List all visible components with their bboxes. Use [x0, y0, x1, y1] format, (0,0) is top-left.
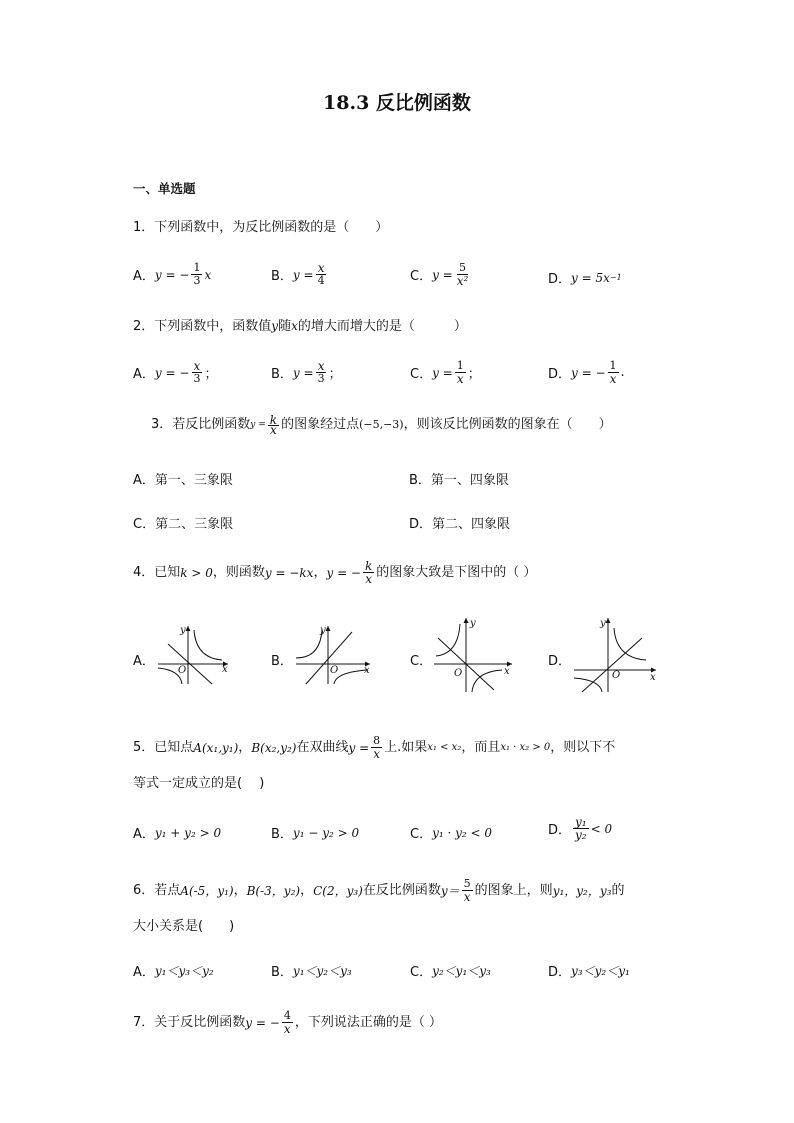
option-label: B． — [271, 965, 293, 980]
q6-option-a — [133, 961, 214, 980]
linear-graph — [582, 638, 642, 692]
math-lhs: y = — [250, 420, 266, 430]
y-arrow — [606, 618, 611, 623]
origin-label: O — [330, 665, 339, 676]
condition-1: x₁ < x₂ — [427, 741, 462, 753]
point-b: B(x₂,y₂) — [251, 740, 297, 755]
origin-label: O — [178, 665, 187, 676]
option-label: D． — [548, 823, 572, 838]
axis-x-label: x — [364, 665, 370, 676]
q3-option-b: B．第一、四象限 — [409, 473, 509, 488]
math-lhs: y＝ — [440, 883, 460, 898]
q1-option-d — [548, 268, 622, 287]
option-label: C． — [410, 965, 433, 980]
page-title: 18.3 反比例函数 — [323, 92, 471, 114]
numerator: 8 — [373, 734, 381, 747]
q1-option-c — [410, 262, 472, 287]
stem-text: 的图象大致是下图中的（ ） — [376, 564, 537, 580]
stem-text: 的图象经过点 — [281, 417, 360, 432]
y-arrow — [326, 626, 331, 631]
option-label: A． — [133, 827, 155, 842]
q6-option-d — [548, 961, 630, 980]
option-label: C． — [410, 827, 433, 842]
option-label: A． — [133, 269, 155, 284]
question-4-stem — [133, 560, 536, 585]
fraction — [371, 735, 382, 760]
stem-text: ， — [233, 882, 247, 898]
variables: y₁，y₂，y₃ — [552, 883, 612, 898]
hyperbola-branch-2 — [334, 670, 368, 684]
point-b: B(-3，y₂) — [246, 883, 301, 898]
math-lhs: y = — [292, 267, 314, 282]
fraction — [363, 560, 374, 585]
fraction — [191, 262, 202, 287]
condition: k > 0 — [180, 565, 213, 580]
question-3-stem — [151, 412, 612, 437]
fraction — [462, 878, 473, 903]
numerator: x — [193, 359, 201, 373]
stem-text: ，下列说法正确的是（ ） — [294, 1014, 442, 1030]
origin-label: O — [612, 670, 621, 681]
q4-option-c-label: C． — [410, 654, 433, 669]
punct: ； — [328, 367, 342, 382]
question-5-stem-line-1 — [133, 735, 615, 760]
punct: ； — [204, 367, 218, 382]
stem-text: 的图象上，则 — [474, 882, 553, 898]
math-expr: y = 5x — [571, 270, 610, 285]
q3-option-c: C．第二、三象限 — [133, 517, 234, 532]
hyperbola-branch-1 — [296, 630, 322, 658]
punct: ； — [467, 367, 481, 382]
q4-option-d-label: D． — [548, 654, 572, 669]
option-label: B． — [271, 827, 293, 842]
q4-graph-c — [430, 614, 516, 694]
exponent: −1 — [609, 273, 622, 282]
option-label: B． — [271, 269, 293, 284]
denominator: x — [609, 372, 617, 386]
q1-option-b — [271, 262, 329, 287]
stem-text: ， — [313, 564, 327, 580]
math-expr: y₁＜y₃＜y₂ — [154, 964, 214, 978]
math-expr: y₃＜y₂＜y₁ — [571, 964, 630, 978]
stem-text: 5．已知点 — [133, 739, 194, 755]
stem-text: 在反比例函数 — [362, 882, 441, 898]
hyperbola-branch-2 — [574, 678, 602, 692]
q1-option-a — [133, 262, 211, 287]
math-lhs: y = − — [571, 365, 606, 380]
option-label: C． — [410, 269, 433, 284]
fraction — [455, 262, 471, 287]
q3-option-a: A．第一、三象限 — [133, 473, 233, 488]
numerator: 5 — [459, 261, 467, 274]
q4-graph-d — [570, 614, 660, 694]
axis-y-label: y — [180, 625, 186, 636]
denominator: y₂ — [575, 828, 587, 842]
option-label: A． — [133, 367, 155, 382]
stem-text: 2．下列函数中，函数值 — [133, 319, 272, 334]
math-lhs: y = − — [326, 565, 361, 580]
math-expr: y₁ − y₂ > 0 — [292, 825, 360, 840]
numerator: k — [365, 559, 373, 573]
y-arrow — [464, 618, 469, 623]
stem-text: ， — [238, 739, 252, 755]
numerator: x — [317, 261, 325, 275]
numerator: 1 — [456, 359, 464, 372]
q5-option-b — [271, 823, 359, 842]
stem-text: 的 — [611, 882, 625, 898]
denominator: 4 — [317, 274, 325, 287]
stem-text: ，而且 — [461, 739, 501, 755]
axis-x-label: x — [504, 666, 510, 677]
fraction — [573, 816, 589, 841]
math-expr: y₁ + y₂ > 0 — [154, 825, 222, 840]
q4-option-b-label: B． — [271, 654, 293, 669]
math-tail: < 0 — [590, 821, 613, 836]
function-1: y = −kx — [264, 565, 314, 580]
fraction — [282, 1010, 293, 1035]
y-arrow — [186, 626, 191, 631]
denominator: x — [373, 747, 381, 761]
axis-y-label: y — [600, 618, 606, 629]
option-label: D． — [548, 272, 572, 287]
fraction — [316, 262, 327, 287]
numerator: x — [317, 359, 325, 373]
point-a: A(x₁,y₁) — [193, 740, 239, 755]
question-1-stem: 1．下列函数中，为反比例函数的是（ ） — [133, 220, 389, 235]
option-label: B． — [271, 367, 293, 382]
denominator: 3 — [317, 372, 325, 385]
stem-text: 7．关于反比例函数 — [133, 1014, 246, 1030]
q4-option-a-label: A． — [133, 654, 155, 669]
stem-text: 在双曲线 — [296, 739, 349, 755]
hyperbola-branch-1 — [194, 630, 222, 660]
point-c: C(2，y₃) — [313, 883, 363, 898]
fraction — [191, 360, 202, 385]
condition-2: x₁ · x₂ > 0 — [500, 741, 551, 753]
origin-label: O — [454, 668, 463, 679]
numerator: y₁ — [575, 815, 587, 829]
stem-text: 4．已知 — [133, 564, 181, 580]
hyperbola-branch-1 — [614, 628, 646, 660]
option-label: A． — [133, 965, 155, 980]
stem-text: 上.如果 — [384, 739, 428, 755]
stem-text: ， — [300, 882, 314, 898]
question-6-stem-line-1 — [133, 878, 624, 903]
stem-text: ，则该反比例函数的图象在（ ） — [403, 417, 612, 432]
math-lhs: y = − — [245, 1015, 280, 1030]
math-expr: y₁ · y₂ < 0 — [432, 825, 493, 840]
q2-option-d — [548, 360, 625, 385]
math-expr: y₁＜y₂＜y₃ — [292, 964, 352, 978]
axis-x-label: x — [650, 672, 656, 683]
q5-option-d — [548, 816, 612, 841]
option-label: D． — [548, 367, 572, 382]
linear-graph — [306, 632, 352, 684]
stem-text: 3．若反比例函数 — [151, 417, 251, 432]
denominator: x — [456, 372, 464, 386]
math-lhs: y = — [432, 365, 453, 380]
q4-graph-b — [290, 620, 374, 686]
denominator: 3 — [193, 274, 201, 287]
var-x: x — [291, 319, 298, 333]
q6-option-c — [410, 961, 491, 980]
axis-y-label: y — [320, 625, 326, 636]
option-label: D． — [548, 965, 572, 980]
punct: . — [620, 365, 625, 380]
stem-text: ，则函数 — [212, 564, 265, 580]
var-y: y — [271, 319, 279, 333]
q2-option-c — [410, 360, 481, 385]
numerator: 1 — [609, 359, 617, 372]
math-lhs: y = − — [154, 267, 190, 282]
stem-text: 6．若点 — [133, 882, 181, 898]
q6-option-b — [271, 961, 352, 980]
math-lhs: y = — [348, 740, 370, 755]
stem-text: 的增大而增大的是（ ） — [297, 319, 467, 334]
question-6-stem-line-2: 大小关系是( ) — [133, 919, 235, 934]
numerator: 4 — [283, 1009, 291, 1022]
stem-text: 随 — [278, 319, 292, 334]
point-coords: (−5,−3) — [359, 418, 404, 431]
axis-x-label: x — [222, 664, 228, 675]
option-label: C． — [410, 367, 433, 382]
q5-option-a — [133, 823, 221, 842]
numerator: 5 — [463, 877, 471, 890]
math-lhs: y = − — [154, 365, 190, 380]
fraction — [316, 360, 327, 385]
math-expr: y₂＜y₁＜y₃ — [432, 964, 491, 978]
math-lhs: y = — [432, 267, 453, 282]
denominator: x² — [456, 274, 469, 288]
denominator: x — [365, 572, 373, 586]
numerator: 1 — [193, 261, 201, 274]
stem-text: ，则以下不 — [550, 739, 616, 755]
question-2-stem — [133, 316, 467, 337]
denominator: x — [463, 890, 471, 904]
math-lhs: y = — [292, 365, 314, 380]
q2-option-a — [133, 360, 217, 385]
fraction — [608, 360, 619, 385]
q2-option-b — [271, 360, 342, 385]
denominator: x — [270, 422, 277, 437]
q5-option-c — [410, 823, 492, 842]
section-heading: 一、单选题 — [133, 181, 196, 196]
math-tail: x — [204, 267, 212, 282]
question-5-stem-line-2: 等式一定成立的是( ) — [133, 776, 265, 791]
fraction — [455, 360, 466, 385]
point-a: A(-5，y₁) — [180, 883, 234, 898]
denominator: 3 — [193, 372, 201, 385]
numerator: k — [269, 412, 278, 427]
q3-option-d: D．第二、四象限 — [409, 517, 511, 532]
fraction — [268, 412, 279, 437]
axis-y-label: y — [470, 618, 476, 629]
denominator: x — [283, 1022, 291, 1036]
q4-graph-a — [150, 620, 232, 686]
question-7-stem — [133, 1010, 442, 1035]
